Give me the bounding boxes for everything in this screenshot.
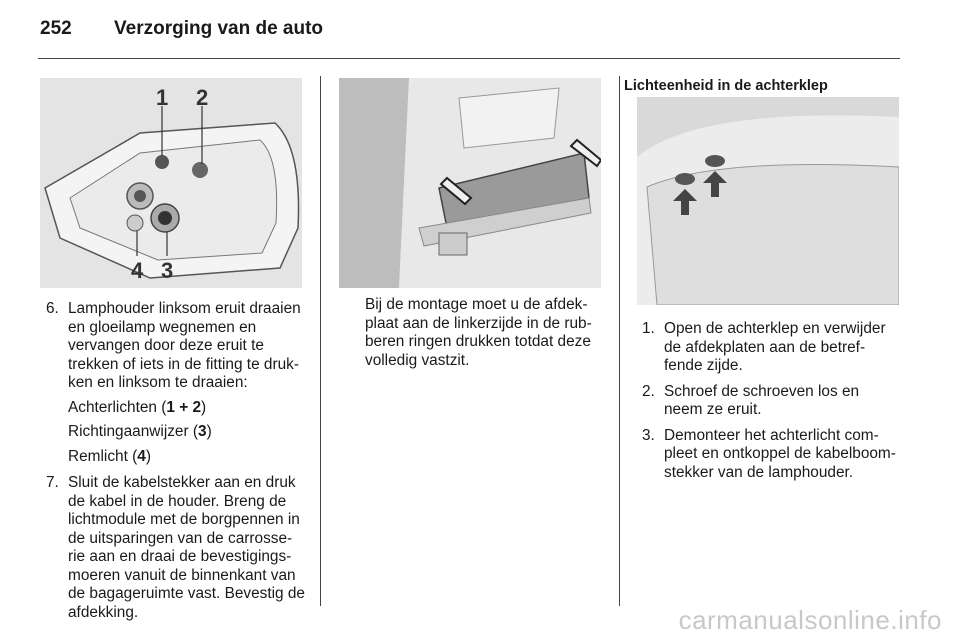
step-text: Demonteer het achterlicht com-pleet en ontkoppel de kabelboom-stekker van de lamphouder. (664, 426, 896, 481)
step-text: Open de achterklep en verwijder de afdekplaten aan de betref-fende zijde. (664, 320, 886, 374)
callout-4: 4 (131, 258, 144, 283)
cargo-cover-figure (339, 78, 601, 288)
step-7 (46, 474, 308, 622)
column-3-text (642, 320, 900, 489)
step-text: Lamphouder linksom eruit draaien en gloeilamp wegnemen en vervangen door deze eruit te trekken of iets in de fitting te druk-ken en linksom te draaien: (68, 300, 301, 391)
taillight-figure (40, 78, 302, 288)
section-title: Lichteenheid in de achterklep (624, 78, 828, 94)
step-number: 2. (642, 382, 655, 400)
step-3 (642, 427, 900, 483)
step-text: Sluit de kabelstekker aan en druk de kabel in de houder. Breng de lichtmodule met de borgpennen in de uitsparingen van de carrosse-rie aan en draai de bevestigings-moeren vanuit de binnenkant van de bagageruimte vast. Bevestig de afdekking. (68, 474, 305, 621)
step-6 (46, 300, 308, 466)
bulb-list (68, 399, 308, 467)
step-number: 7. (46, 474, 59, 491)
step-number: 1. (642, 320, 655, 337)
column-1-text (46, 300, 308, 629)
step-number: 3. (642, 426, 655, 444)
page-title: Verzorging van de auto (114, 18, 324, 39)
column-divider-1 (320, 76, 321, 606)
bulb-item-brake-light: Remlicht (4) (68, 447, 151, 465)
callout-2: 2 (196, 85, 209, 110)
page-number: 252 (40, 18, 72, 39)
column-2-text: Bij de montage moet u de afdek-plaat aan de linkerzijde in de rub-beren ringen drukken totdat deze volledig vastzit. (365, 296, 592, 369)
callout-1: 1 (156, 85, 169, 110)
callout-3: 3 (161, 258, 174, 283)
bulb-item-turn-signal: Richtingaanwijzer (3) (68, 423, 212, 440)
step-2 (642, 383, 900, 420)
step-text: Schroef de schroeven los en neem ze eruit. (664, 382, 860, 418)
header-rule (38, 58, 900, 59)
bulb-item-rear-lights: Achterlichten (1 + 2) (68, 398, 207, 416)
page-header (40, 18, 323, 40)
step-1 (642, 320, 900, 376)
tailgate-figure (637, 97, 899, 305)
column-divider-2 (619, 76, 620, 606)
watermark: carmanualsonline.info (678, 605, 942, 635)
step-number: 6. (46, 300, 59, 317)
